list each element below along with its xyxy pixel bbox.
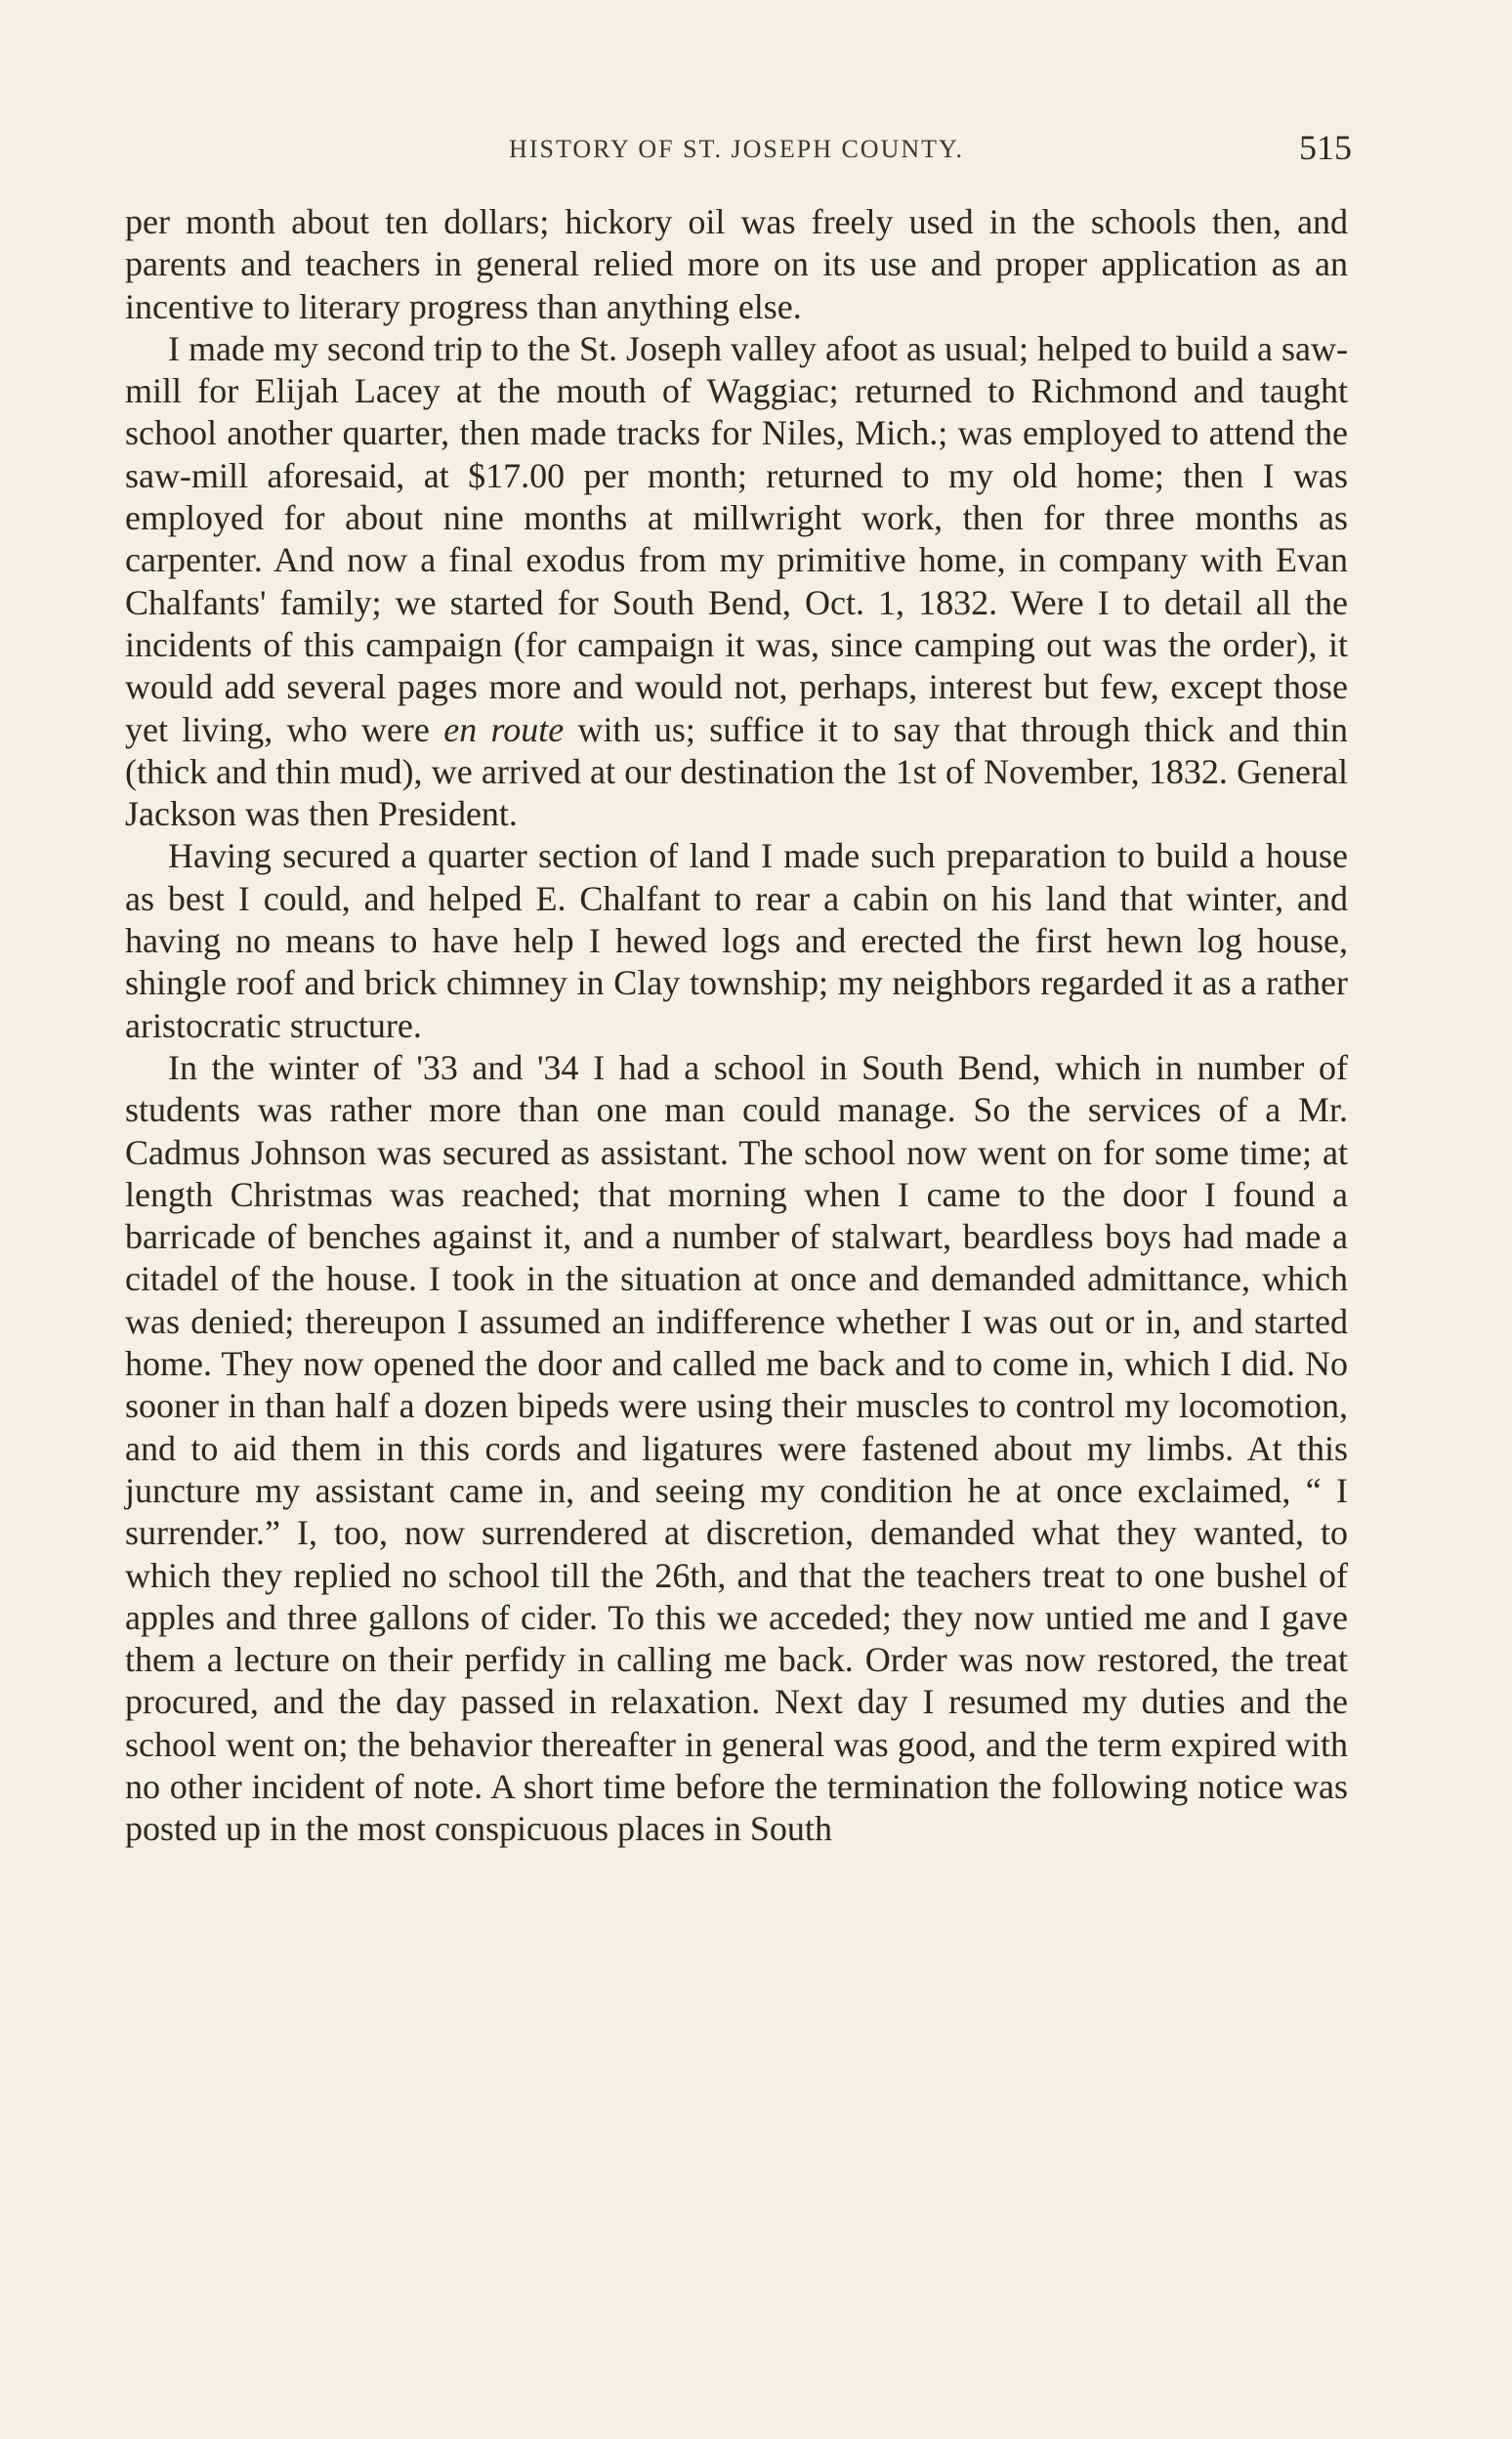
paragraph-2 xyxy=(125,328,1348,836)
page-number: 515 xyxy=(1299,128,1352,167)
paragraph-2-text: I made my second trip to the St. Joseph valley afoot as usual; helped to build a saw-mill for Elijah Lacey at the mouth of Waggiac; returned to Richmond and taught school another quarter, then made tracks for Niles, Mich.; was employed to attend the saw-mill aforesaid, at $17.00 per month; returned to my old home; then I was employed for about nine months at millwright work, then for three months as carpenter. And now a final exodus from my primitive home, in company with Evan Chalfants' family; we started for South Bend, Oct. 1, 1832. Were I to detail all the incidents of this campaign (for campaign it was, since camping out was the order), it would add several pages more and would not, perhaps, interest but few, except those yet living, who were xyxy=(125,328,1348,749)
running-title: HISTORY OF ST. JOSEPH COUNTY. xyxy=(509,135,964,163)
running-head xyxy=(125,127,1352,176)
paragraph-1: per month about ten dollars; hickory oil was freely used in the schools then, and parents and teachers in general relied more on its use and proper application as an incentive to literary progress than anything else. xyxy=(125,202,1348,326)
paragraph-4: In the winter of '33 and '34 I had a school in South Bend, which in number of students was rather more than one man could manage. So the services of a Mr. Cadmus Johnson was secured as assistant. The school now went on for some time; at length Christmas was reached; that morning when I came to the door I found a barricade of benches against it, and a number of stalwart, beardless boys had made a citadel of the house. I took in the situation at once and demanded admittance, which was denied; thereupon I assumed an indifference whether I was out or in, and started home. They now opened the door and called me back and to come in, which I did. No sooner in than half a dozen bipeds were using their muscles to control my locomotion, and to aid them in this cords and ligatures were fastened about my limbs. At this juncture my assistant came in, and seeing my condition he at once exclaimed, “ I surrender.” I, too, now surrendered at discretion, demanded what they wanted, to which they replied no school till the 26th, and that the teachers treat to one bushel of apples and three gallons of cider. To this we acceded; they now untied me and I gave them a lecture on their perfidy in calling me back. Order was now restored, the treat procured, and the day passed in relaxation. Next day I resumed my duties and the school went on; the behavior thereafter in general was good, and the term expired with no other incident of note. A short time before the termination the following notice was posted up in the most conspicuous places in South xyxy=(125,1047,1348,1849)
paragraph-3: Having secured a quarter section of land I made such preparation to build a house as best I could, and helped E. Chalfant to rear a cabin on his land that winter, and having no means to have help I hewed logs and erected the first hewn log house, shingle roof and brick chimney in Clay township; my neighbors regarded it as a rather aristocratic structure. xyxy=(125,836,1348,1045)
body-text xyxy=(125,201,1348,1851)
italic-phrase: en route xyxy=(443,709,565,749)
paragraph-2-text-after: with us; suffice it to say that through thick and thin (thick and thin mud), we arrived at our destination the 1st of November, 1832. General Jackson was then President. xyxy=(125,709,1349,834)
